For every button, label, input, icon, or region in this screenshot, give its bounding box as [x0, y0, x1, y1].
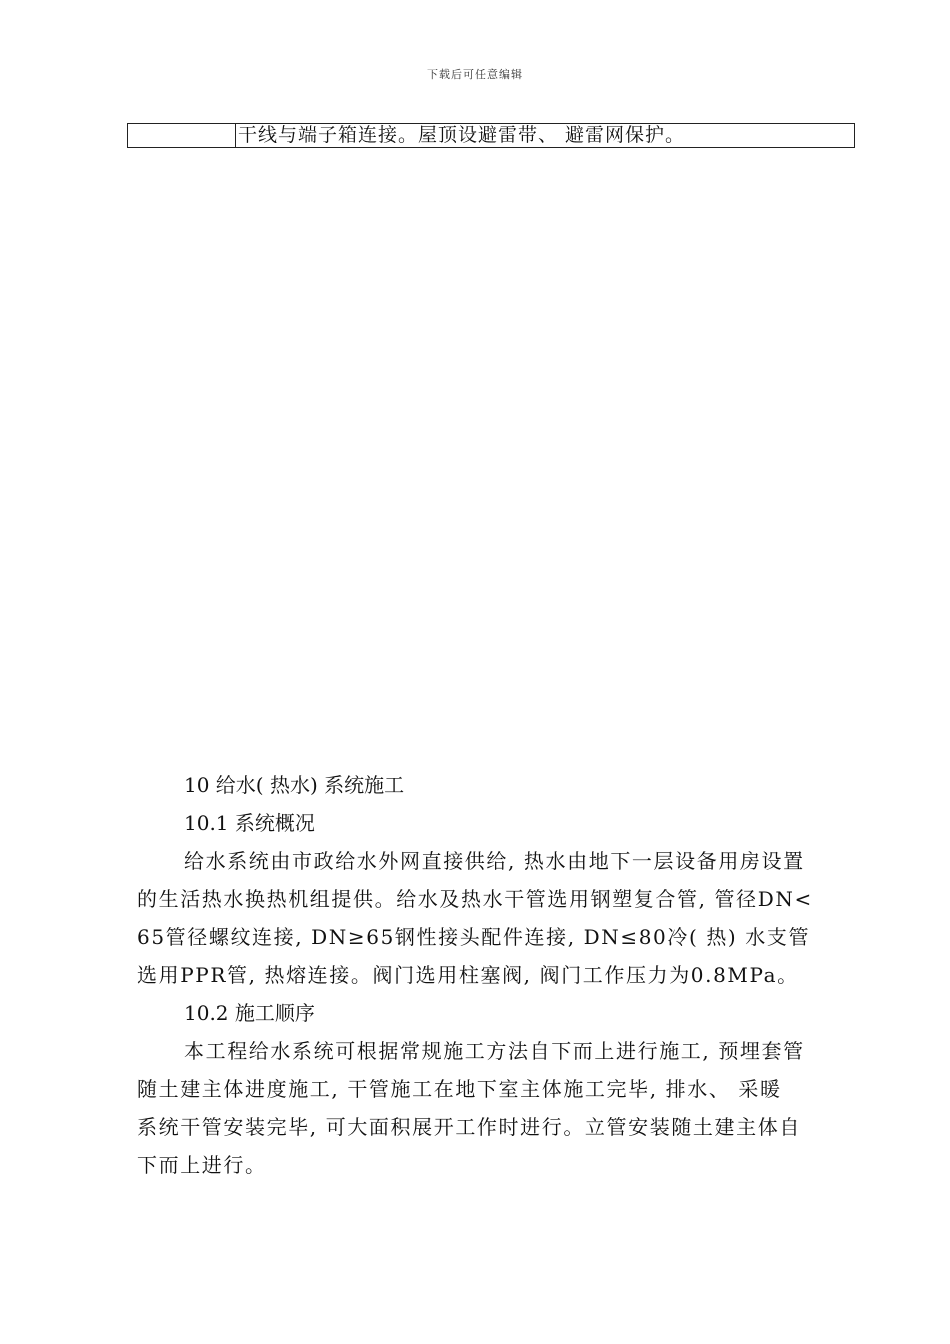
- table-cell-left: [128, 124, 236, 147]
- table-fragment: [127, 123, 855, 148]
- section-title: 10 给水( 热水) 系统施工: [184, 773, 405, 797]
- page-header-note: 下载后可任意编辑: [427, 68, 523, 81]
- paragraph-line: 随土建主体进度施工, 干管施工在地下室主体施工完毕, 排水、 采暖: [137, 1077, 782, 1101]
- paragraph-line: 下而上进行。: [137, 1153, 267, 1177]
- paragraph-line: 65管径螺纹连接, DN≥65钢性接头配件连接, DN≤80冷( 热) 水支管: [137, 925, 811, 949]
- document-body: [137, 766, 859, 1184]
- paragraph-line: 的生活热水换热机组提供。给水及热水干管选用钢塑复合管, 管径DN<: [137, 887, 813, 911]
- subsection-title-overview: 10.1 系统概况: [184, 811, 315, 835]
- table-cell-right: 干线与端子箱连接。屋顶设避雷带、 避雷网保护。: [238, 124, 686, 146]
- paragraph-line: 选用PPR管, 热熔连接。阀门选用柱塞阀, 阀门工作压力为0.8MPa。: [137, 963, 799, 987]
- subsection-title-sequence: 10.2 施工顺序: [184, 1001, 315, 1025]
- paragraph-overview: [137, 842, 859, 994]
- paragraph-sequence: [137, 1032, 859, 1184]
- paragraph-line: 系统干管安装完毕, 可大面积展开工作时进行。立管安装随土建主体自: [137, 1115, 801, 1139]
- paragraph-line: 本工程给水系统可根据常规施工方法自下而上进行施工, 预埋套管: [184, 1039, 805, 1063]
- paragraph-line: 给水系统由市政给水外网直接供给, 热水由地下一层设备用房设置: [184, 849, 805, 873]
